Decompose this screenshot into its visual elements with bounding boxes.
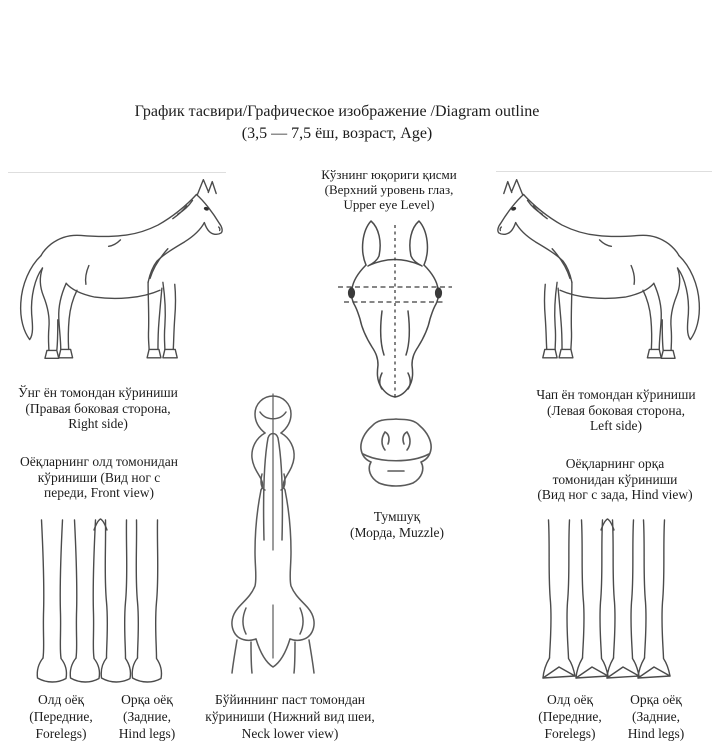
caption-upper-eye-level (294, 167, 484, 212)
horse-legs-front-view-figure (30, 518, 170, 688)
caption-hindlegs-left (101, 691, 193, 742)
caption-legs-front-view (6, 454, 192, 501)
caption-line: Left side) (589, 418, 643, 433)
caption-neck-lower-view (188, 691, 392, 742)
caption-left-side (514, 387, 718, 434)
caption-line: Чап ён томондан кўриниши (536, 387, 696, 402)
horse-legs-rear-view-figure (537, 518, 677, 688)
caption-forelegs-right (523, 691, 617, 742)
horse-muzzle-figure (355, 412, 437, 492)
caption-muzzle (343, 509, 451, 541)
caption-line: Forelegs) (544, 726, 596, 741)
caption-line: Hind legs) (118, 726, 176, 741)
caption-line: Ўнг ён томондан кўриниши (18, 385, 178, 400)
caption-line: Hind legs) (627, 726, 685, 741)
caption-line: Орқа оёқ (630, 692, 682, 707)
caption-line: (Правая боковая сторона, (25, 400, 171, 416)
caption-hindlegs-right (608, 691, 704, 742)
caption-line: Кўзнинг юқориги қисми (321, 167, 457, 182)
horse-left-side-figure (489, 170, 716, 366)
caption-line: Бўйиннинг паст томондан (214, 692, 366, 707)
caption-line: (Левая боковая сторона, (547, 402, 685, 418)
caption-line: (Передние, (538, 709, 602, 724)
caption-line: томонидан кўриниши (552, 471, 678, 487)
caption-line: (Морда, Muzzle) (349, 525, 445, 540)
caption-line: Neck lower view) (241, 726, 339, 741)
caption-line: Upper eye Level) (343, 197, 435, 212)
caption-line: переди, Front view) (44, 485, 154, 500)
caption-line: (Задние, (632, 709, 680, 724)
page-title (37, 101, 637, 145)
caption-line: кўриниши (Нижний вид шеи, (205, 709, 375, 724)
caption-forelegs-left (14, 691, 108, 742)
caption-line: (Верхний уровень глаз, (324, 182, 454, 197)
caption-line: Forelegs) (35, 726, 87, 741)
title-subline: (3,5 — 7,5 ёш, возраст, Age) (241, 125, 433, 142)
caption-line: (Передние, (29, 709, 93, 724)
caption-line: Тумшуқ (373, 509, 421, 524)
caption-right-side (0, 385, 196, 432)
caption-line: Олд оёқ (546, 692, 594, 707)
horse-neck-lower-view-figure (218, 390, 328, 675)
caption-line: Оёқларнинг орқа (565, 456, 665, 471)
caption-legs-hind-view (518, 456, 712, 503)
caption-line: (Задние, (123, 709, 171, 724)
caption-line: кўриниши (Вид ног с (37, 469, 161, 485)
caption-line: Орқа оёқ (121, 692, 173, 707)
horse-head-front-figure (334, 214, 454, 402)
caption-line: Right side) (68, 416, 128, 431)
horse-right-side-figure (4, 170, 231, 366)
title-line: График тасвири/Графическое изображение /Diagram outline (134, 103, 540, 120)
caption-line: (Вид ног с зада, Hind view) (537, 487, 693, 502)
caption-line: Олд оёқ (37, 692, 85, 707)
caption-line: Оёқларнинг олд томонидан (20, 454, 178, 469)
